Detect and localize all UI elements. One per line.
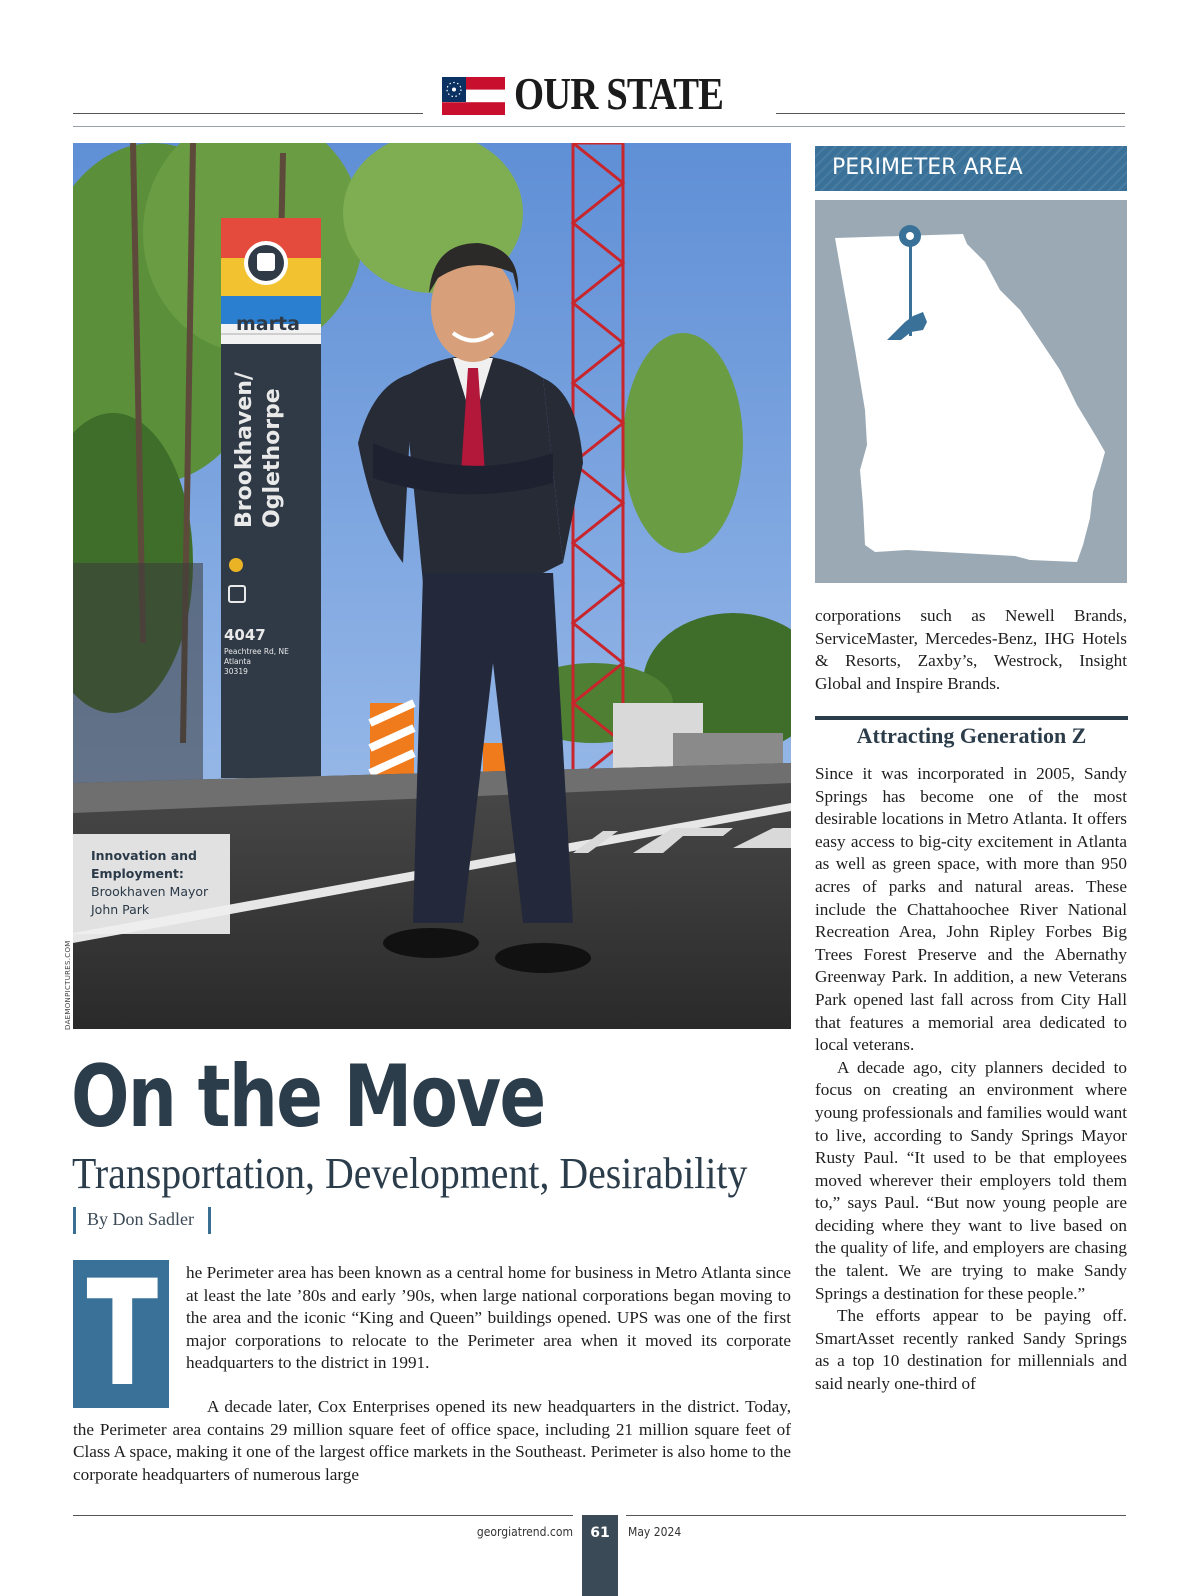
perimeter-map [815,200,1127,583]
lead-paragraph: he Perimeter area has been known as a central home for business in Metro Atlanta since at least the late ’80s and early ’90s, when large national corporations began moving to the area and the iconic “King and Queen” buildings opened. UPS was one of the first major corporations to relocate to the Perimeter area when it moved its corporate headquarters to the district in 1991. [186,1263,791,1373]
footer-page-tab [582,1515,618,1596]
byline-bracket-left [73,1207,76,1234]
header-rule-left [73,113,423,114]
article-headline: On the Move [71,1047,545,1147]
drop-cap-letter: T [86,1249,159,1419]
paragraph-2-block [73,1396,791,1486]
marta-sign [221,218,321,778]
right-paragraphs [815,763,1127,1396]
photo-caption [73,834,230,934]
footer-rule-left [73,1515,573,1516]
photo-credit: DAEMONPICTURES.COM [64,940,72,1030]
article-deck: Transportation, Development, Desirability [72,1149,748,1198]
header-rule-under [73,126,1125,127]
subhead-rule [815,716,1128,720]
footer-date: May 2024 [628,1525,682,1539]
caption-text: Brookhaven Mayor John Park [91,884,209,917]
marta-logo-text: marta [236,313,300,335]
paragraph-2: A decade later, Cox Enterprises opened its new headquarters in the district. Today, the Perimeter area contains 29 million square feet of office space, including 21 million square feet of Class A space, making it one of the largest office markets in the Southeast. Perimeter is also home to the corporate headquarters of numerous large [73,1397,791,1484]
station-addr2: Atlanta [224,657,251,666]
station-name-line2: Oglethorpe [260,388,285,528]
header-rule-right [776,113,1125,114]
page-number: 61 [590,1525,610,1541]
subhead: Attracting Generation Z [856,723,1087,748]
footer-site: georgiatrend.com [476,1525,573,1539]
station-name-line1: Brookhaven/ [232,372,257,528]
byline-bracket-right [208,1207,211,1234]
byline: By Don Sadler [87,1209,194,1229]
sidebar-header [815,146,1127,191]
georgia-flag-icon [442,77,505,115]
right-continuation: corporations such as Newell Brands, ServiceMaster, Mercedes-Benz, IHG Hotels & Resorts, Zaxby’s, Westrock, Insight Global and Inspire Brands. [815,606,1127,693]
station-addr3: 30319 [224,667,248,676]
station-addr1: Peachtree Rd, NE [224,647,289,656]
right-continuation-block [815,605,1127,695]
georgia-map-icon [815,200,1127,583]
paragraph-5: The efforts appear to be paying off. SmartAsset recently ranked Sandy Springs as a top 10 destination for millennials and said nearly one-third of [815,1306,1127,1394]
station-number: 4047 [224,626,266,644]
paragraph-3: Since it was incorporated in 2005, Sandy Springs has become one of the most desirable locations in Metro Atlanta. It offers easy access to big-city excitement in Atlanta as well as green space, with more than 950 acres of parks and natural areas. These include the Chattahoochee River National Recreation Area, John Ripley Forbes Big Trees Forest Preserve and the Abernathy Greenway Park. In addition, a new Veterans Park opened last fall across from City Hall that features a memorial area dedicated to local veterans. [815,764,1127,1055]
sidebar-title: PERIMETER AREA [832,155,1023,180]
section-title: OUR STATE [514,69,724,119]
footer-rule-right [626,1515,1126,1516]
paragraph-4: A decade ago, city planners decided to focus on creating an environment where young professionals and families would want to live, according to Sandy Springs Mayor Rusty Paul. “It used to be that employees moved wherever their employers told them to,” says Paul. “But now young people are deciding where they want to live based on the quality of life, and employers are chasing the talent. We are trying to make Sandy Springs a destination for these people.” [815,1057,1127,1303]
lead-paragraph-block [186,1262,791,1375]
caption-title: Innovation and Employment: [91,848,197,881]
drop-cap [73,1249,169,1419]
